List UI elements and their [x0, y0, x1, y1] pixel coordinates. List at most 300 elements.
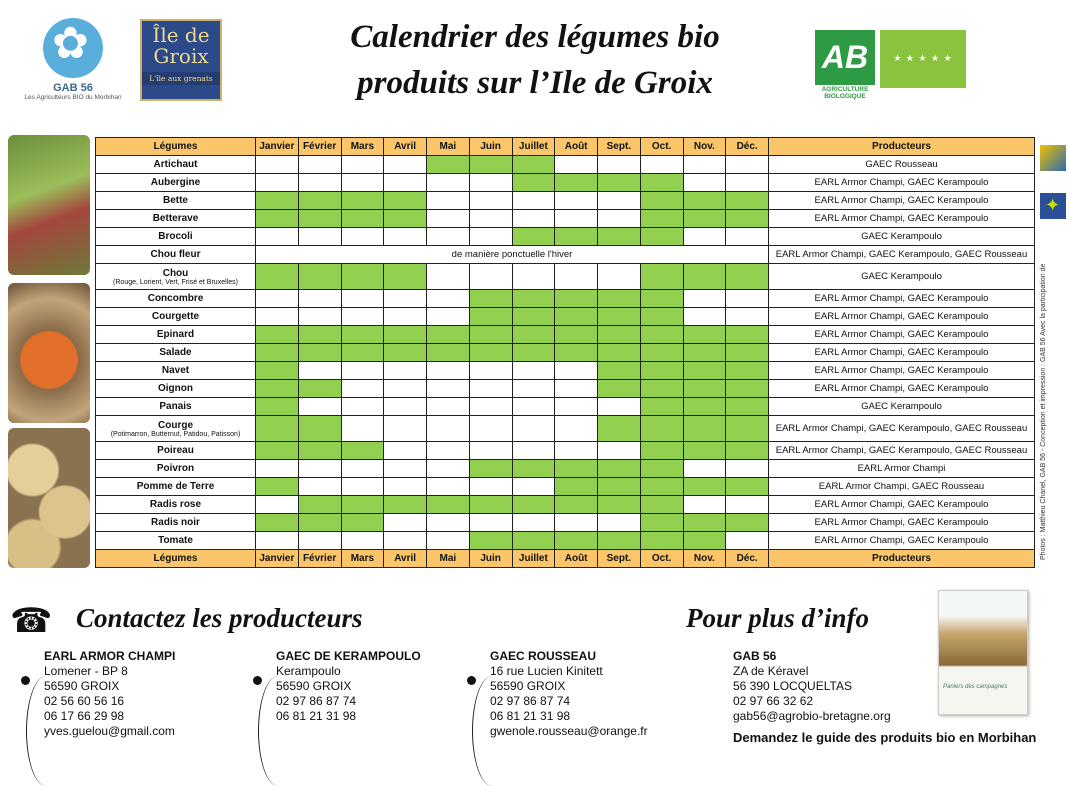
contact-line: 06 81 21 31 98: [490, 709, 571, 723]
month-unavailable: [298, 398, 341, 416]
month-available: [726, 380, 769, 398]
month-unavailable: [512, 398, 555, 416]
vegetable-name: Concombre: [96, 290, 256, 308]
table-row: [96, 362, 1035, 380]
producers-cell: EARL Armor Champi, GAEC Kerampoulo: [769, 290, 1035, 308]
month-unavailable: [555, 398, 598, 416]
vegetable-varieties: (Potimarron, Butternut, Patidou, Patisson): [110, 430, 241, 438]
header-month: Sept.: [598, 138, 641, 156]
month-available: [341, 264, 384, 290]
month-unavailable: [341, 460, 384, 478]
table-row: [96, 344, 1035, 362]
month-available: [726, 362, 769, 380]
info-title: Pour plus d’info: [686, 603, 870, 633]
month-unavailable: [298, 478, 341, 496]
month-available: [683, 514, 726, 532]
table-row: [96, 416, 1035, 442]
header-month: Juin: [469, 138, 512, 156]
decorative-curve: [472, 676, 512, 786]
contact-line[interactable]: gwenole.rousseau@orange.fr: [490, 724, 648, 738]
month-available: [640, 308, 683, 326]
month-unavailable: [427, 210, 470, 228]
month-available: [298, 192, 341, 210]
month-unavailable: [384, 532, 427, 550]
month-available: [298, 496, 341, 514]
month-available: [683, 192, 726, 210]
month-available: [683, 416, 726, 442]
contact-line[interactable]: yves.guelou@gmail.com: [44, 724, 175, 738]
month-available: [598, 174, 641, 192]
month-unavailable: [555, 210, 598, 228]
month-available: [726, 264, 769, 290]
month-unavailable: [555, 442, 598, 460]
month-available: [469, 532, 512, 550]
producer-name: GAEC ROUSSEAU: [490, 649, 597, 663]
producers-cell: EARL Armor Champi, GAEC Kerampoulo: [769, 308, 1035, 326]
month-available: [512, 228, 555, 246]
month-available: [512, 156, 555, 174]
month-unavailable: [256, 156, 299, 174]
month-unavailable: [341, 290, 384, 308]
month-available: [469, 290, 512, 308]
month-available: [640, 264, 683, 290]
photo-potatoes: [8, 428, 90, 568]
month-unavailable: [469, 416, 512, 442]
table-row: [96, 290, 1035, 308]
month-available: [555, 460, 598, 478]
month-available: [555, 326, 598, 344]
month-unavailable: [469, 210, 512, 228]
month-available: [256, 514, 299, 532]
table-row: [96, 442, 1035, 460]
month-unavailable: [427, 442, 470, 460]
month-unavailable: [298, 228, 341, 246]
month-unavailable: [427, 308, 470, 326]
month-unavailable: [640, 156, 683, 174]
month-unavailable: [256, 496, 299, 514]
month-unavailable: [427, 416, 470, 442]
month-unavailable: [298, 156, 341, 174]
month-unavailable: [469, 192, 512, 210]
month-available: [683, 398, 726, 416]
producers-cell: EARL Armor Champi, GAEC Kerampoulo, GAEC Rousseau: [769, 246, 1035, 264]
month-available: [598, 380, 641, 398]
month-unavailable: [341, 156, 384, 174]
month-available: [384, 192, 427, 210]
producers-cell: EARL Armor Champi, GAEC Kerampoulo, GAEC Rousseau: [769, 416, 1035, 442]
header-vegetables: Légumes: [96, 550, 256, 568]
month-available: [683, 380, 726, 398]
vegetable-name: Radis noir: [96, 514, 256, 532]
month-available: [298, 264, 341, 290]
month-available: [683, 478, 726, 496]
header-month: Juillet: [512, 138, 555, 156]
month-available: [640, 362, 683, 380]
month-available: [384, 344, 427, 362]
month-available: [598, 496, 641, 514]
vegetable-name: Chou (Rouge, Lorient, Vert, Frisé et Bruxelles): [96, 264, 256, 290]
month-available: [469, 460, 512, 478]
table-row: [96, 156, 1035, 174]
month-available: [598, 478, 641, 496]
contact-line: 16 rue Lucien Kinitett: [490, 664, 603, 678]
header-month: Oct.: [640, 550, 683, 568]
month-available: [256, 192, 299, 210]
month-available: [598, 308, 641, 326]
month-unavailable: [384, 380, 427, 398]
producers-cell: EARL Armor Champi, GAEC Kerampoulo: [769, 514, 1035, 532]
vegetable-name: Navet: [96, 362, 256, 380]
contact-line: 56590 GROIX: [276, 679, 352, 693]
month-available: [598, 532, 641, 550]
month-available: [512, 460, 555, 478]
month-unavailable: [469, 380, 512, 398]
month-available: [256, 264, 299, 290]
header-month: Juin: [469, 550, 512, 568]
month-available: [298, 514, 341, 532]
producers-cell: EARL Armor Champi, GAEC Kerampoulo: [769, 192, 1035, 210]
producers-cell: EARL Armor Champi, GAEC Kerampoulo: [769, 362, 1035, 380]
header-month: Mai: [427, 138, 470, 156]
month-unavailable: [427, 478, 470, 496]
month-unavailable: [726, 174, 769, 192]
table-footer-row: [96, 550, 1035, 568]
vegetable-name: Poivron: [96, 460, 256, 478]
table-row: [96, 228, 1035, 246]
vegetable-calendar-table: [95, 137, 1035, 568]
month-unavailable: [726, 532, 769, 550]
vegetable-name: Chou fleur: [96, 246, 256, 264]
producers-cell: GAEC Kerampoulo: [769, 228, 1035, 246]
availability-note: de manière ponctuelle l'hiver: [256, 246, 769, 264]
table-row: [96, 174, 1035, 192]
month-unavailable: [427, 174, 470, 192]
vegetable-name: Radis rose: [96, 496, 256, 514]
month-available: [512, 174, 555, 192]
month-available: [726, 326, 769, 344]
producers-cell: EARL Armor Champi, GAEC Kerampoulo: [769, 380, 1035, 398]
month-available: [598, 290, 641, 308]
month-unavailable: [384, 156, 427, 174]
month-available: [640, 532, 683, 550]
month-unavailable: [384, 398, 427, 416]
month-unavailable: [256, 308, 299, 326]
sponsor-logo: [1040, 145, 1066, 171]
month-unavailable: [598, 210, 641, 228]
month-unavailable: [384, 442, 427, 460]
month-unavailable: [683, 308, 726, 326]
table-row: [96, 398, 1035, 416]
month-unavailable: [555, 264, 598, 290]
vegetable-name: Betterave: [96, 210, 256, 228]
table-row: [96, 308, 1035, 326]
month-available: [512, 344, 555, 362]
month-unavailable: [341, 380, 384, 398]
month-available: [427, 326, 470, 344]
month-available: [683, 326, 726, 344]
table-row: [96, 514, 1035, 532]
contact-line: Lomener - BP 8: [44, 664, 128, 678]
guide-cover-image: Paniers des campagnes: [938, 590, 1028, 715]
month-available: [598, 416, 641, 442]
sponsor-logo-region: [1040, 193, 1066, 219]
decorative-curve: [258, 676, 298, 786]
month-unavailable: [384, 478, 427, 496]
month-available: [726, 398, 769, 416]
month-available: [683, 264, 726, 290]
month-available: [555, 174, 598, 192]
gab56-logo: ✿ GAB 56 Les Agriculteurs BIO du Morbihan: [18, 14, 128, 109]
month-available: [384, 326, 427, 344]
month-available: [640, 398, 683, 416]
header-month: Nov.: [683, 550, 726, 568]
gab56-email[interactable]: gab56@agrobio-bretagne.org: [733, 709, 891, 723]
month-available: [298, 326, 341, 344]
month-available: [640, 478, 683, 496]
month-available: [469, 308, 512, 326]
month-unavailable: [555, 362, 598, 380]
month-available: [683, 362, 726, 380]
month-available: [598, 362, 641, 380]
vegetable-name: Aubergine: [96, 174, 256, 192]
month-available: [256, 416, 299, 442]
month-available: [256, 326, 299, 344]
vegetable-name: Artichaut: [96, 156, 256, 174]
month-available: [555, 228, 598, 246]
table-row: [96, 264, 1035, 290]
contact-line: 02 97 86 87 74: [490, 694, 571, 708]
producer-name: EARL ARMOR CHAMPI: [44, 649, 176, 663]
month-unavailable: [598, 398, 641, 416]
month-unavailable: [298, 290, 341, 308]
telephone-icon: ☎: [10, 602, 53, 640]
month-available: [512, 290, 555, 308]
photo-squash: [8, 283, 90, 423]
month-unavailable: [427, 398, 470, 416]
month-unavailable: [598, 156, 641, 174]
header-month: Avril: [384, 138, 427, 156]
header-month: Août: [555, 550, 598, 568]
month-available: [598, 326, 641, 344]
header-producers: Producteurs: [769, 138, 1035, 156]
header-month: Juillet: [512, 550, 555, 568]
table-header-row: [96, 138, 1035, 156]
month-unavailable: [341, 532, 384, 550]
bullet-dot: [21, 676, 30, 685]
month-available: [598, 460, 641, 478]
month-available: [640, 326, 683, 344]
contact-line: 56590 GROIX: [44, 679, 120, 693]
month-available: [256, 362, 299, 380]
month-unavailable: [256, 290, 299, 308]
month-available: [640, 380, 683, 398]
table-row: [96, 246, 1035, 264]
month-unavailable: [469, 264, 512, 290]
producers-cell: GAEC Rousseau: [769, 156, 1035, 174]
contact-title: Contactez les producteurs: [76, 603, 363, 633]
month-unavailable: [341, 308, 384, 326]
month-available: [726, 416, 769, 442]
vegetable-varieties: (Rouge, Lorient, Vert, Frisé et Bruxelles): [113, 278, 238, 286]
month-unavailable: [469, 398, 512, 416]
month-unavailable: [598, 264, 641, 290]
month-available: [469, 496, 512, 514]
month-unavailable: [298, 308, 341, 326]
vegetable-name: Courgette: [96, 308, 256, 326]
month-available: [598, 228, 641, 246]
month-available: [726, 210, 769, 228]
producers-cell: GAEC Kerampoulo: [769, 264, 1035, 290]
table-row: [96, 326, 1035, 344]
month-available: [256, 380, 299, 398]
month-available: [555, 532, 598, 550]
month-available: [640, 290, 683, 308]
header-month: Mai: [427, 550, 470, 568]
header-month: Août: [555, 138, 598, 156]
month-available: [683, 344, 726, 362]
month-unavailable: [427, 460, 470, 478]
month-available: [726, 514, 769, 532]
month-available: [341, 192, 384, 210]
header-vegetables: Légumes: [96, 138, 256, 156]
month-unavailable: [726, 228, 769, 246]
decorative-curve: [26, 676, 66, 786]
month-available: [427, 496, 470, 514]
month-available: [341, 210, 384, 228]
table-row: [96, 460, 1035, 478]
month-unavailable: [726, 496, 769, 514]
ab-logo: AB AGRICULTURE BIOLOGIQUE: [815, 30, 875, 100]
month-unavailable: [469, 228, 512, 246]
header-month: Déc.: [726, 550, 769, 568]
month-available: [640, 174, 683, 192]
month-unavailable: [469, 362, 512, 380]
month-available: [640, 210, 683, 228]
month-unavailable: [555, 380, 598, 398]
month-unavailable: [726, 308, 769, 326]
vegetable-name: Bette: [96, 192, 256, 210]
month-available: [256, 442, 299, 460]
month-available: [640, 514, 683, 532]
month-unavailable: [427, 192, 470, 210]
producers-cell: EARL Armor Champi, GAEC Kerampoulo, GAEC Rousseau: [769, 442, 1035, 460]
month-unavailable: [256, 460, 299, 478]
photo-credit: Photos : Matthieu Chanel, GAB 56 - Conception et impression : GAB 56 Avec la participation de: [1040, 263, 1047, 560]
month-unavailable: [683, 460, 726, 478]
guide-callout: Demandez le guide des produits bio en Morbihan: [733, 730, 1037, 745]
producers-cell: GAEC Kerampoulo: [769, 398, 1035, 416]
month-available: [256, 398, 299, 416]
contact-line: Kerampoulo: [276, 664, 341, 678]
month-available: [726, 192, 769, 210]
month-unavailable: [256, 532, 299, 550]
month-available: [512, 308, 555, 326]
month-unavailable: [256, 174, 299, 192]
header-month: Janvier: [256, 550, 299, 568]
month-unavailable: [427, 362, 470, 380]
month-unavailable: [683, 290, 726, 308]
contact-line: 06 81 21 31 98: [276, 709, 357, 723]
month-unavailable: [341, 362, 384, 380]
page-title: Calendrier des légumes bio produits sur l’Ile de Groix: [350, 19, 720, 101]
month-available: [640, 460, 683, 478]
month-available: [341, 496, 384, 514]
month-unavailable: [726, 156, 769, 174]
month-unavailable: [512, 416, 555, 442]
month-unavailable: [512, 264, 555, 290]
vegetable-name: Tomate: [96, 532, 256, 550]
month-unavailable: [384, 174, 427, 192]
vegetable-name: Panais: [96, 398, 256, 416]
month-unavailable: [469, 478, 512, 496]
month-available: [512, 326, 555, 344]
month-unavailable: [512, 362, 555, 380]
month-available: [726, 478, 769, 496]
month-unavailable: [384, 308, 427, 326]
month-unavailable: [683, 228, 726, 246]
month-available: [683, 210, 726, 228]
month-available: [298, 344, 341, 362]
month-available: [726, 442, 769, 460]
month-available: [598, 344, 641, 362]
month-unavailable: [683, 174, 726, 192]
header-month: Déc.: [726, 138, 769, 156]
month-unavailable: [683, 156, 726, 174]
producer-contact: [490, 649, 648, 739]
contact-line: 02 97 86 87 74: [276, 694, 357, 708]
month-available: [555, 496, 598, 514]
month-unavailable: [384, 514, 427, 532]
month-unavailable: [298, 460, 341, 478]
month-available: [555, 344, 598, 362]
month-unavailable: [427, 264, 470, 290]
month-available: [726, 344, 769, 362]
producers-cell: EARL Armor Champi: [769, 460, 1035, 478]
month-unavailable: [298, 174, 341, 192]
month-unavailable: [512, 514, 555, 532]
month-available: [640, 416, 683, 442]
month-unavailable: [427, 228, 470, 246]
table-row: [96, 532, 1035, 550]
month-unavailable: [512, 210, 555, 228]
header-month: Mars: [341, 550, 384, 568]
month-unavailable: [427, 290, 470, 308]
contact-line: 02 56 60 56 16: [44, 694, 125, 708]
month-available: [469, 156, 512, 174]
month-unavailable: [598, 442, 641, 460]
month-unavailable: [384, 290, 427, 308]
month-available: [512, 496, 555, 514]
month-available: [555, 290, 598, 308]
month-unavailable: [341, 228, 384, 246]
month-unavailable: [427, 532, 470, 550]
month-unavailable: [512, 478, 555, 496]
month-unavailable: [427, 514, 470, 532]
header-month: Oct.: [640, 138, 683, 156]
producers-cell: EARL Armor Champi, GAEC Kerampoulo: [769, 174, 1035, 192]
table-row: [96, 210, 1035, 228]
month-unavailable: [512, 442, 555, 460]
producers-cell: EARL Armor Champi, GAEC Kerampoulo: [769, 326, 1035, 344]
month-available: [384, 264, 427, 290]
producers-cell: EARL Armor Champi, GAEC Rousseau: [769, 478, 1035, 496]
month-available: [256, 344, 299, 362]
month-unavailable: [512, 192, 555, 210]
contact-line: 06 17 66 29 98: [44, 709, 125, 723]
table-row: [96, 192, 1035, 210]
month-available: [341, 514, 384, 532]
month-unavailable: [683, 496, 726, 514]
